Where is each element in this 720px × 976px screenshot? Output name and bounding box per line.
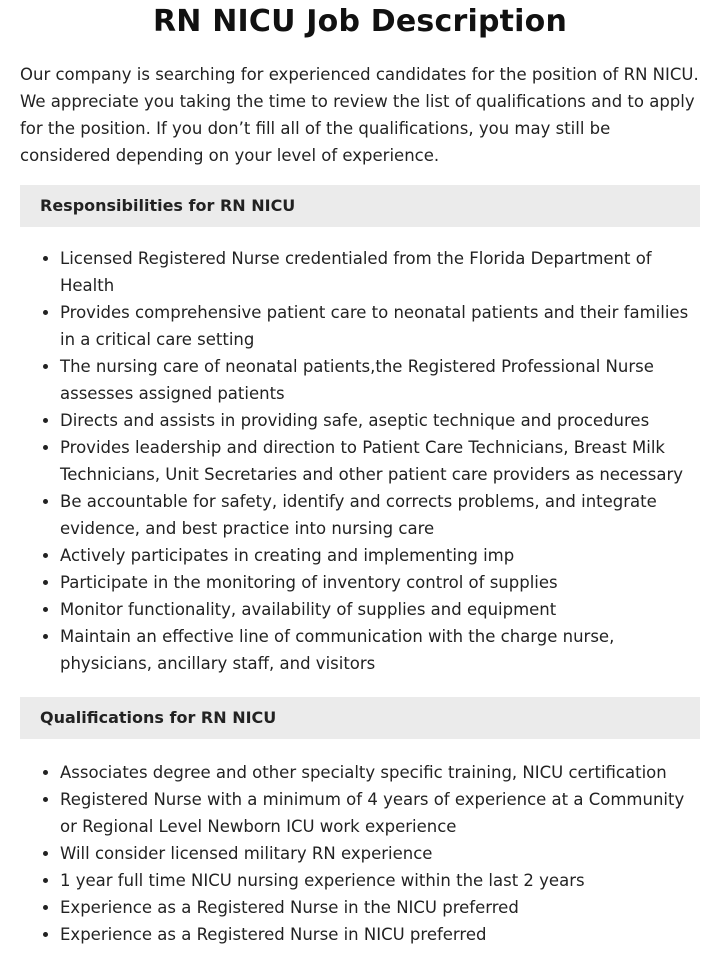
list-item: • Be accountable for safety, identify and corrects problems, and integrate evidence, and best practice into nursing care	[60, 488, 700, 542]
list-item: • Participate in the monitoring of inventory control of supplies	[60, 569, 700, 596]
intro-paragraph: Our company is searching for experienced candidates for the position of RN NICU. We appreciate you taking the time to review the list of qualifications and to apply for the position. If you don’t fill all of the qualifications, you may still be considered depending on your level of experience.	[20, 65, 699, 165]
list-item: • Monitor functionality, availability of supplies and equipment	[60, 596, 700, 623]
list-item: • Provides comprehensive patient care to neonatal patients and their families in a critical care setting	[60, 299, 700, 353]
qualifications-heading: Qualifications for RN NICU	[20, 697, 700, 739]
list-item: • Experience as a Registered Nurse in NICU preferred	[60, 921, 700, 948]
list-item: • Will consider licensed military RN experience	[60, 840, 700, 867]
list-item: • Registered Nurse with a minimum of 4 years of experience at a Community or Regional Level Newborn ICU work experience	[60, 786, 700, 840]
list-item: • Associates degree and other specialty specific training, NICU certification	[60, 759, 700, 786]
list-item: • Provides leadership and direction to Patient Care Technicians, Breast Milk Technicians, Unit Secretaries and other patient care providers as necessary	[60, 434, 700, 488]
qualifications-list	[20, 759, 700, 948]
list-item: • Directs and assists in providing safe, aseptic technique and procedures	[60, 407, 700, 434]
list-item: • The nursing care of neonatal patients,the Registered Professional Nurse assesses assigned patients	[60, 353, 700, 407]
list-item: • Maintain an effective line of communication with the charge nurse, physicians, ancillary staff, and visitors	[60, 623, 700, 677]
list-item: • 1 year full time NICU nursing experience within the last 2 years	[60, 867, 700, 894]
list-item: • Actively participates in creating and implementing imp	[60, 542, 700, 569]
responsibilities-list	[20, 245, 700, 677]
page-title: RN NICU Job Description	[152, 4, 568, 39]
list-item: • Licensed Registered Nurse credentialed from the Florida Department of Health	[60, 245, 700, 299]
responsibilities-heading: Responsibilities for RN NICU	[20, 185, 700, 227]
list-item: • Experience as a Registered Nurse in the NICU preferred	[60, 894, 700, 921]
